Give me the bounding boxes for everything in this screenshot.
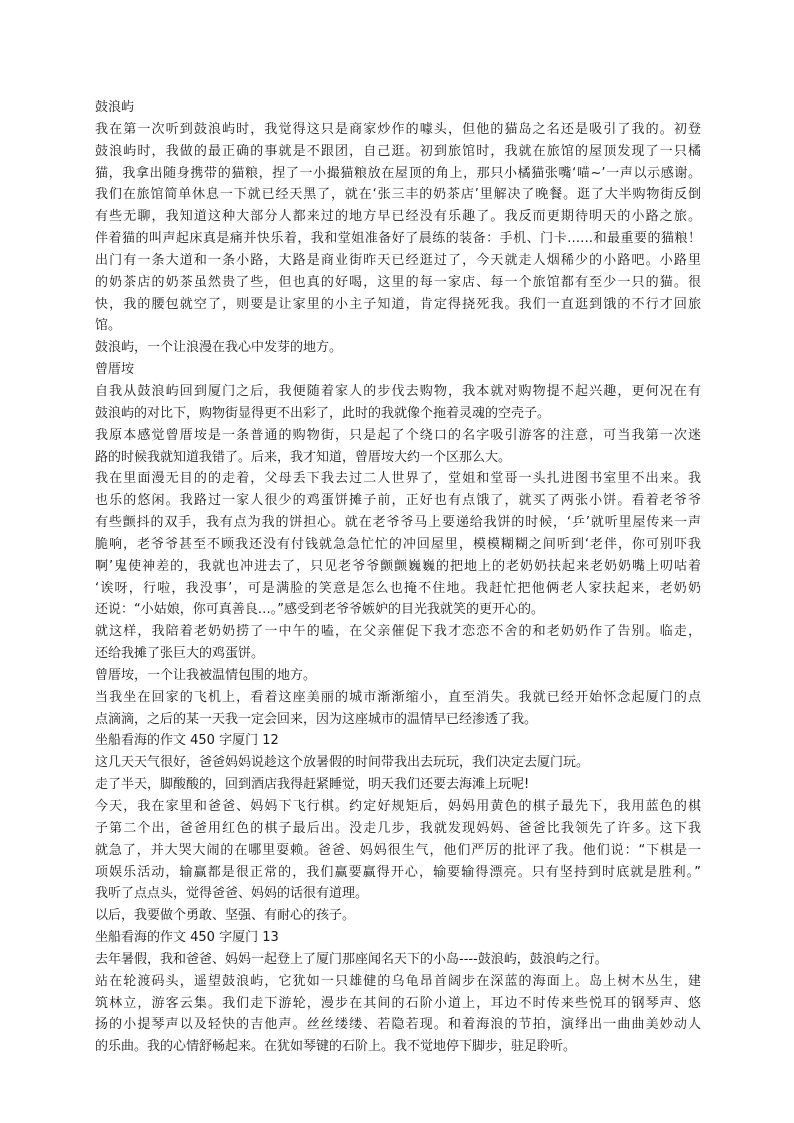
- text-line: 啊’鬼使神差的，我就也冲进去了，只见老爷爷颤颤巍巍的把地上的老奶奶扶起来老奶奶嘴上叨咕着: [95, 558, 701, 574]
- text-line: 坐船看海的作文 450 字厦门 13: [95, 930, 279, 946]
- text-line: 快，我的腰包就空了，则要是让家里的小主子知道，肯定得挠死我。我们一直逛到饿的不行才回旅: [95, 296, 701, 312]
- text-line: 筑林立，游客云集。我们走下游轮，漫步在其间的石阶小道上，耳边不时传来些悦耳的钢琴声、悠: [95, 995, 701, 1011]
- text-line: 猫，我拿出随身携带的猫粮，捏了一小撮猫粮放在屋顶的角上，那只小橘猫张嘴‘喵~’一声以示感谢。: [95, 165, 701, 181]
- text-line: 出门有一条大道和一条小路，大路是商业街昨天已经逛过了，今天就走人烟稀少的小路吧。小路里: [95, 252, 701, 268]
- text-line: 鼓浪屿的对比下，购物街显得更不出彩了，此时的我就像个拖着灵魂的空壳子。: [95, 405, 551, 421]
- text-line: 我听了点点头，觉得爸爸、妈妈的话很有道理。: [95, 886, 369, 902]
- text-line: 走了半天，脚酸酸的，回到酒店我得赶紧睡觉，明天我们还要去海滩上玩呢!: [95, 777, 530, 793]
- text-line: 鼓浪屿: [95, 100, 135, 115]
- text-line: 子第二个出，爸爸用红色的棋子最后出。没走几步，我就发现妈妈、爸爸比我领先了许多。这下我: [95, 820, 701, 836]
- text-line: 的乐曲。我的心情舒畅起来。在犹如琴键的石阶上。我不觉地停下脚步，驻足聆听。: [95, 1039, 577, 1055]
- text-line: 今天，我在家里和爸爸、妈妈下飞行棋。约定好规矩后，妈妈用黄色的棋子最先下，我用蓝色的棋: [95, 799, 701, 814]
- text-line: 有些颤抖的双手，我有点为我的饼担心。就在老爷爷马上要递给我饼的时候，‘乒’就听里屋传来一声: [95, 515, 701, 531]
- text-line: 还说：“小姑娘，你可真善良…。”感受到老爷爷嫉妒的目光我就笑的更开心的。: [95, 602, 544, 618]
- text-line: 有些无聊，我知道这种大部分人都来过的地方早已经没有乐趣了。我反而更期待明天的小路之旅。: [95, 209, 701, 225]
- text-line: 项娱乐活动，输赢都是很正常的，我们赢要赢得开心，输要输得漂亮。只有坚持到时底就是胜利。”: [95, 864, 701, 880]
- text-line: 就这样，我陪着老奶奶捞了一中午的嗑，在父亲催促下我才恋恋不舍的和老奶奶作了告别。临走，: [95, 624, 701, 640]
- text-line: 我们在旅馆简单休息一下就已经天黑了，就在‘张三丰的奶茶店’里解决了晚餐。逛了大半购物街反倒: [95, 187, 701, 203]
- text-line: 站在轮渡码头，遥望鼓浪屿，它犹如一只雄健的乌龟昂首阔步在深蓝的海面上。岛上树木丛生，建: [95, 973, 701, 989]
- text-line: 这几天天气很好，爸爸妈妈说趁这个放暑假的时间带我出去玩玩，我们决定去厦门玩。: [95, 755, 590, 771]
- text-line: 自我从鼓浪屿回到厦门之后，我便随着家人的步伐去购物，我本就对购物提不起兴趣，更何况在有: [95, 383, 701, 399]
- text-line: 曾厝垵，一个让我被温情包围的地方。: [95, 667, 317, 683]
- text-line: 伴着猫的叫声起床真是痛并快乐着，我和堂姐准备好了晨练的装备：手机、门卡……和最重要的猫粮！: [95, 231, 701, 247]
- text-line: 扬的小提琴声以及轻快的吉他声。丝丝缕缕、若隐若现。和着海浪的节拍，演绎出一曲曲美妙动人: [95, 1017, 701, 1033]
- text-line: 路的时候我就知道我错了。后来，我才知道，曾厝垵大约一个区那么大。: [95, 449, 512, 465]
- text-line: 以后，我要做个勇敢、坚强、有耐心的孩子。: [95, 908, 356, 924]
- text-line: 就急了，并大哭大闹的在哪里耍赖。爸爸、妈妈很生气，他们严厉的批评了我。他们说：“下棋是一: [95, 842, 701, 858]
- text-line: 我在里面漫无目的的走着，父母丢下我去过二人世界了，堂姐和堂哥一头扎进图书室里不出来。我: [95, 471, 701, 487]
- text-line: 当我坐在回家的飞机上，看着这座美丽的城市渐渐缩小，直至消失。我就已经开始怀念起厦门的点: [95, 689, 701, 705]
- text-line: 曾厝垵: [95, 362, 135, 378]
- text-line: ‘诶呀，行啦，我没事’，可是满脸的笑意是怎么也掩不住地。我赶忙把他俩老人家扶起来，老奶奶: [95, 580, 701, 596]
- text-line: 我在第一次听到鼓浪屿时，我觉得这只是商家炒作的噱头，但他的猫岛之名还是吸引了我的。初登: [95, 121, 701, 137]
- text-line: 我原本感觉曾厝垵是一条普通的购物街，只是起了个绕口的名字吸引游客的注意，可当我第一次迷: [95, 427, 701, 443]
- text-line: 坐船看海的作文 450 字厦门 12: [95, 733, 279, 749]
- text-line: 点滴滴，之后的某一天我一定会回来，因为这座城市的温情早已经渗透了我。: [95, 711, 538, 727]
- text-line: 脆响，老爷爷甚至不顾我还没有付钱就急急忙忙的冲回屋里，模模糊糊之间听到‘老伴，你可别吓我: [95, 536, 701, 552]
- text-line: 鼓浪屿，一个让浪漫在我心中发芽的地方。: [95, 340, 343, 356]
- text-line: 馆。: [95, 318, 122, 334]
- document-page: [95, 97, 701, 1058]
- text-line: 的奶茶店的奶茶虽然贵了些，但也真的好喝，这里的每一家店、每一个旅馆都有至少一只的猫。很: [95, 274, 701, 290]
- text-line: 还给我摊了张巨大的鸡蛋饼。: [95, 646, 265, 662]
- text-line: 鼓浪屿时，我做的最正确的事就是不跟团，自己逛。初到旅馆时，我就在旅馆的屋顶发现了一只橘: [95, 143, 701, 159]
- text-line: 也乐的悠闲。我路过一家人很少的鸡蛋饼摊子前，正好也有点饿了，就买了两张小饼。看着老爷爷: [95, 493, 701, 509]
- text-line: 去年暑假，我和爸爸、妈妈一起登上了厦门那座闻名天下的小岛----鼓浪屿，鼓浪屿之行。: [95, 951, 608, 967]
